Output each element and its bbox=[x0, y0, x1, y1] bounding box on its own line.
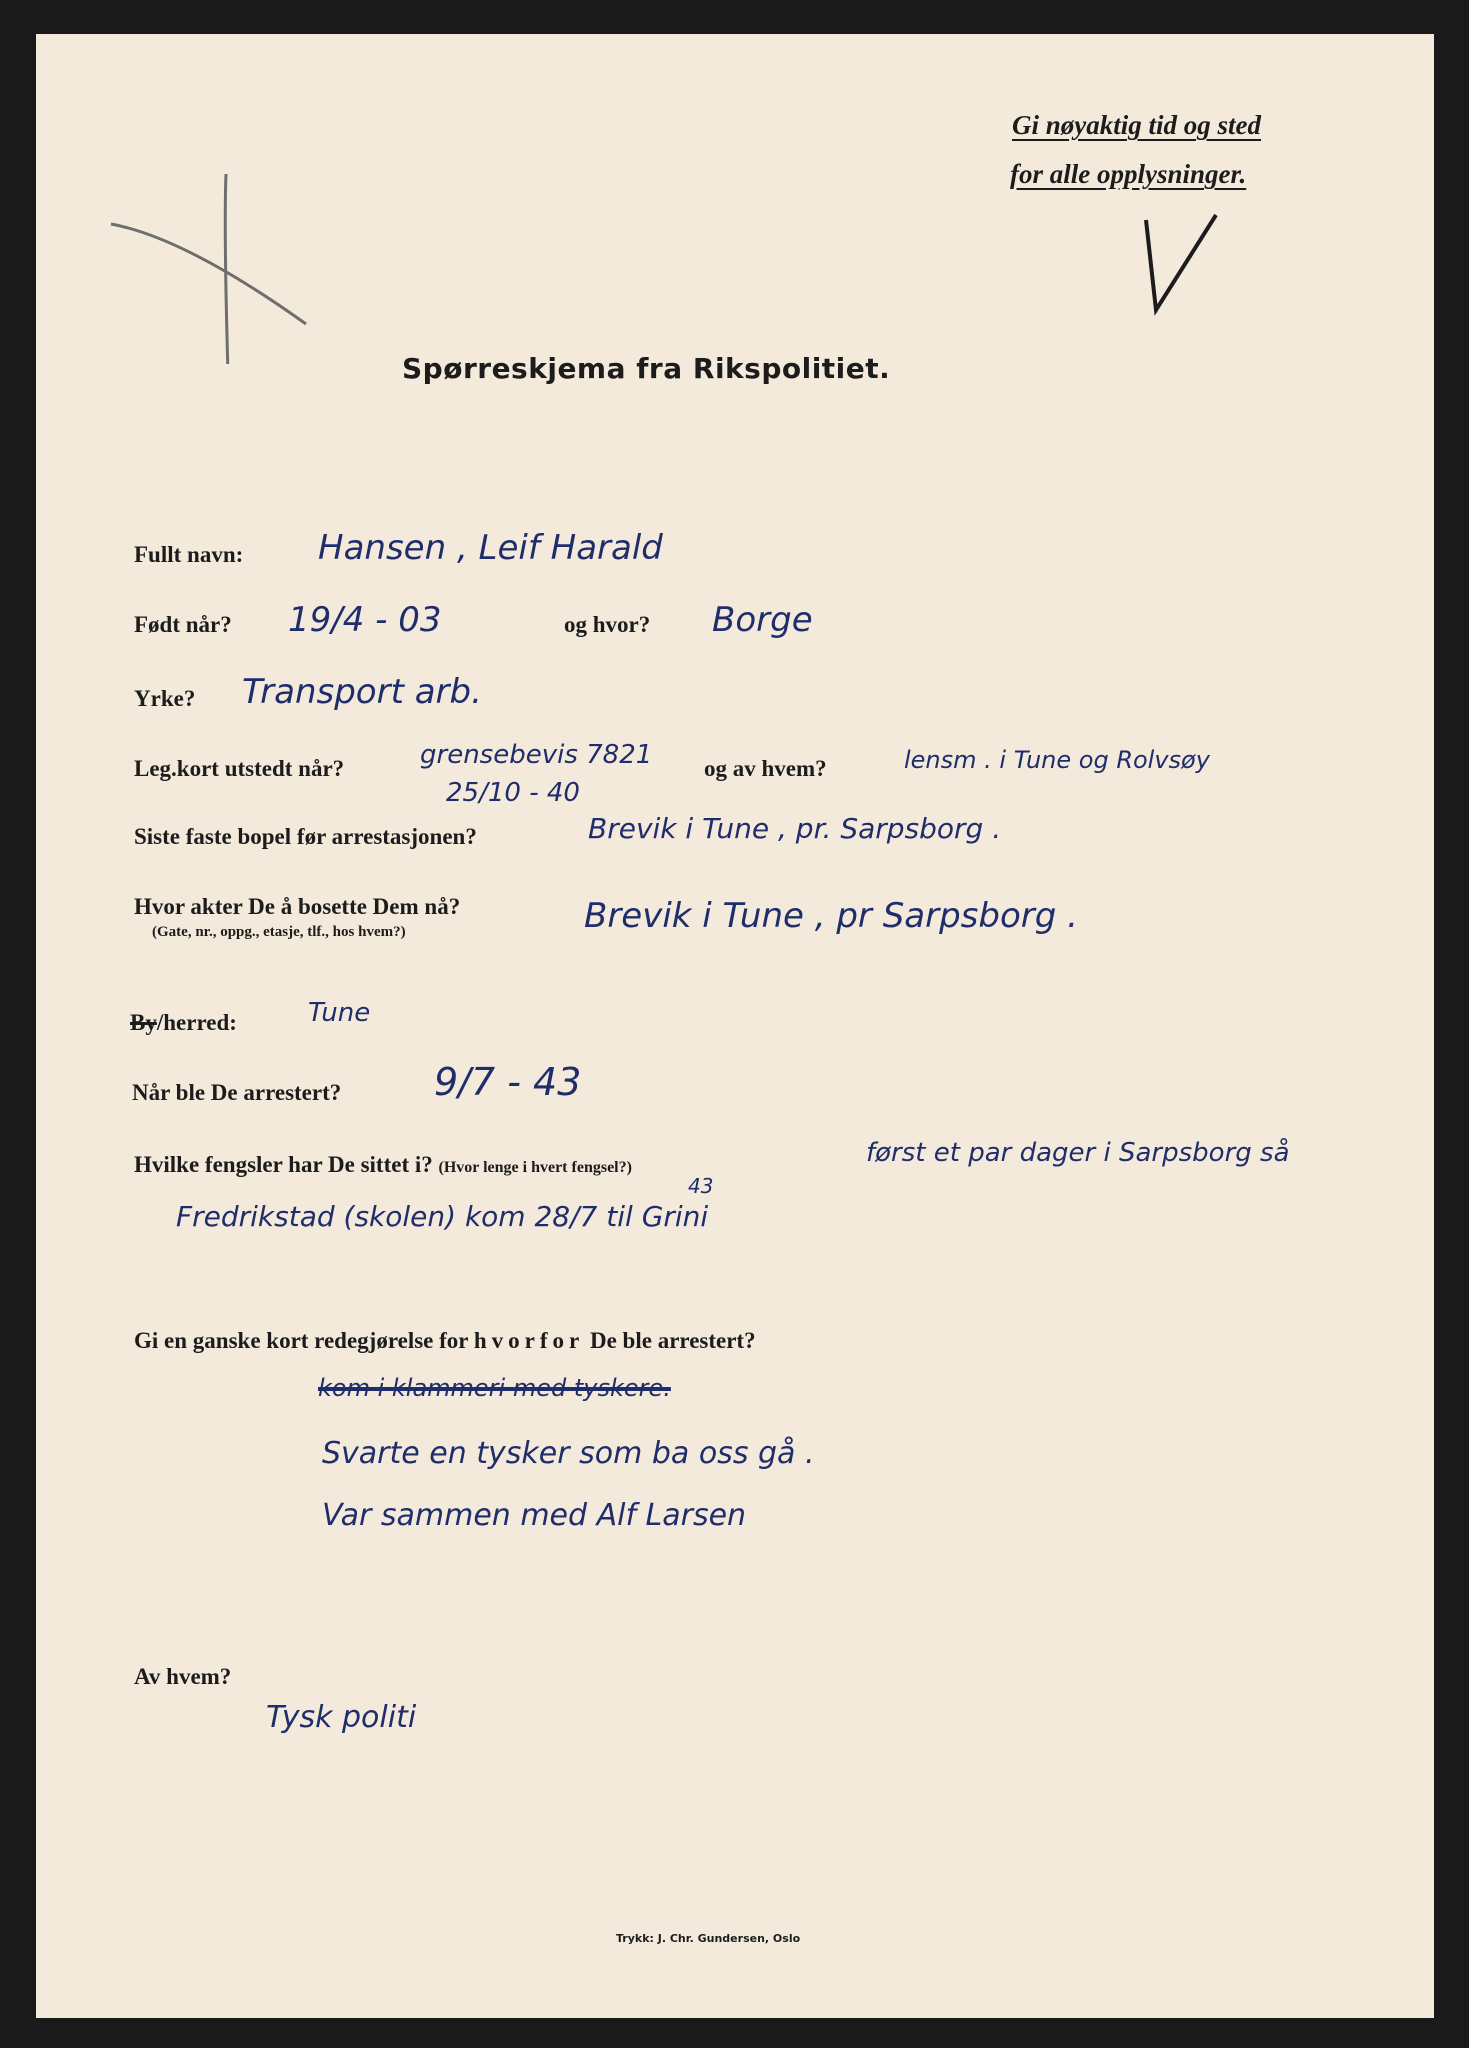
prisons-value-line2 bbox=[176, 1174, 714, 1233]
reason-label-spaced: hvorfor bbox=[473, 1328, 585, 1353]
settle-value: Brevik i Tune , pr Sarpsborg . bbox=[584, 896, 1078, 936]
prisons-value-line2-text: Fredrikstad (skolen) kom 28/7 til Grini bbox=[176, 1200, 709, 1233]
idcard-issuer-value: lensm . i Tune og Rolvsøy bbox=[904, 746, 1210, 774]
municipality-label bbox=[130, 1010, 237, 1036]
idcard-label: Leg.kort utstedt når? bbox=[134, 756, 345, 781]
reason-label bbox=[134, 1328, 756, 1354]
prisons-label-main: Hvilke fengsler har De sittet i? bbox=[134, 1152, 433, 1177]
municipality-label-rest: /herred: bbox=[156, 1010, 237, 1035]
reason-line-2: Var sammen med Alf Larsen bbox=[322, 1498, 747, 1533]
occupation-label: Yrke? bbox=[134, 686, 196, 711]
prisons-label bbox=[134, 1152, 632, 1178]
pencil-cross-mark-icon bbox=[76, 164, 336, 364]
municipality-label-struck: By bbox=[130, 1010, 157, 1035]
notice-line-2: for alle opplysninger. bbox=[1010, 159, 1247, 189]
last-address-value: Brevik i Tune , pr. Sarpsborg . bbox=[588, 812, 1002, 845]
by-whom-label: Av hvem? bbox=[134, 1664, 232, 1689]
arrested-value: 9/7 - 43 bbox=[434, 1060, 582, 1104]
idcard-issuer-label: og av hvem? bbox=[704, 756, 827, 781]
last-address-label: Siste faste bopel før arrestasjonen? bbox=[134, 824, 477, 849]
by-whom-value: Tysk politi bbox=[266, 1700, 417, 1735]
name-label: Fullt navn: bbox=[134, 542, 244, 567]
birthplace-value: Borge bbox=[712, 600, 813, 640]
birthplace-label: og hvor? bbox=[564, 612, 651, 637]
reason-line-1: Svarte en tysker som ba oss gå . bbox=[322, 1436, 815, 1471]
form-title: Spørreskjema fra Rikspolitiet. bbox=[402, 352, 891, 385]
prisons-value-superscript: 43 bbox=[688, 1174, 714, 1198]
printer-imprint: Trykk: J. Chr. Gundersen, Oslo bbox=[616, 1932, 801, 1945]
form-page bbox=[36, 34, 1434, 2018]
prisons-value-line1: først et par dager i Sarpsborg så bbox=[866, 1138, 1290, 1168]
municipality-value: Tune bbox=[308, 998, 371, 1028]
reason-label-end: De ble arrestert? bbox=[589, 1328, 756, 1353]
reason-label-start: Gi en ganske kort redegjørelse for bbox=[134, 1328, 469, 1353]
prisons-sublabel: (Hvor lenge i hvert fengsel?) bbox=[438, 1159, 632, 1176]
born-label: Født når? bbox=[134, 612, 232, 637]
name-value: Hansen , Leif Harald bbox=[318, 528, 663, 568]
check-mark-icon bbox=[1136, 210, 1226, 320]
notice-line-1: Gi nøyaktig tid og sted bbox=[1012, 110, 1261, 140]
idcard-value-line2: 25/10 - 40 bbox=[446, 778, 580, 808]
born-date-value: 19/4 - 03 bbox=[288, 600, 442, 640]
idcard-value-line1: grensebevis 7821 bbox=[420, 740, 653, 770]
settle-sublabel: (Gate, nr., oppg., etasje, tlf., hos hvem?) bbox=[152, 924, 406, 940]
settle-label: Hvor akter De å bosette Dem nå? bbox=[134, 894, 461, 919]
arrested-label: Når ble De arrestert? bbox=[132, 1080, 342, 1105]
reason-struck-line: kom i klammeri med tyskere. bbox=[318, 1374, 671, 1402]
occupation-value: Transport arb. bbox=[242, 672, 482, 712]
